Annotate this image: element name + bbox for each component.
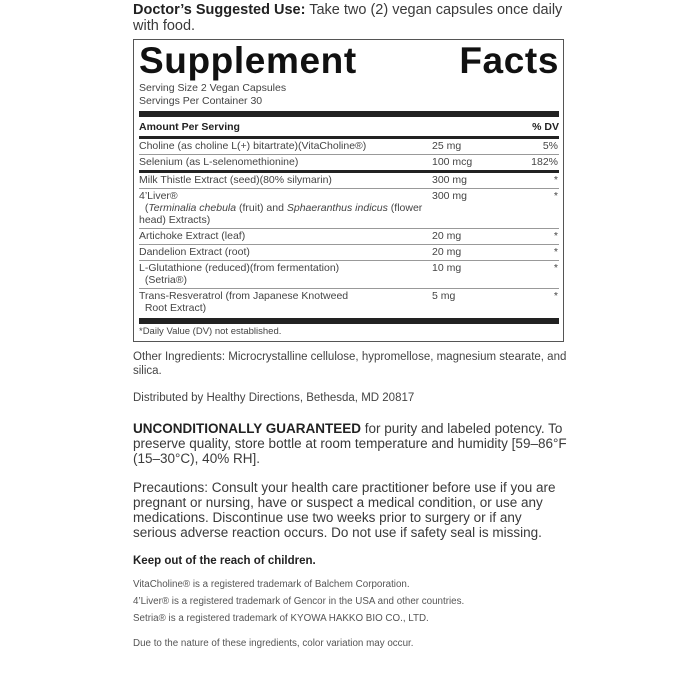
nutrient-name-line2: Root Extract): [144, 302, 207, 314]
nutrient-dv: 182%: [531, 156, 558, 168]
facts-row: [139, 155, 559, 171]
nutrient-dv: *: [510, 173, 559, 189]
nutrient-name: 4’Liver®: [139, 190, 178, 202]
color-variation-note: Due to the nature of these ingredients, color variation may occur.: [133, 638, 414, 649]
nutrient-dv: *: [510, 245, 559, 261]
nutrient-name-line2: (Setria®): [144, 274, 188, 286]
guarantee: [133, 421, 567, 466]
facts-row: [139, 245, 559, 261]
nutrient-dv: *: [510, 229, 559, 245]
serving-size: Serving Size 2 Vegan Capsules: [139, 82, 287, 94]
nutrient-name: Choline (as choline L(+) bitartrate)(VitaCholine®): [139, 139, 432, 155]
facts-row: [139, 189, 559, 229]
facts-header-row: [139, 117, 559, 136]
suggested-use-text: Take two (2) vegan capsules once daily with food.: [133, 2, 563, 34]
nutrient-sub-italic: Sphaeranthus indicus: [286, 202, 388, 214]
guarantee-heading: UNCONDITIONALLY GUARANTEED: [133, 421, 362, 436]
nutrient-amount: 300 mg: [432, 173, 510, 189]
nutrient-sub-italic: Terminalia chebula: [148, 202, 237, 214]
nutrient-name: Milk Thistle Extract (seed)(80% silymarin): [139, 173, 432, 189]
other-ingredients: Other Ingredients: Microcrystalline cellulose, hypromellose, magnesium stearate, and silica.: [133, 351, 567, 377]
nutrient-amount: 100 mcg: [432, 156, 473, 168]
nutrient-dv: *: [510, 261, 559, 289]
nutrient-name: Selenium (as L-selenomethionine): [139, 156, 299, 168]
precautions: Precautions: Consult your health care practitioner before use if you are pregnant or nursing, have or suspect a medical condition, or use any medications. Discontinue use two weeks prior to surgery or if any serious adverse reaction occurs. Do not use if safety seal is missing.: [133, 480, 556, 540]
nutrient-name: Trans-Resveratrol (from Japanese Knotweed: [139, 290, 349, 302]
facts-row: [139, 139, 559, 155]
nutrient-name: Dandelion Extract (root): [139, 245, 432, 261]
nutrient-name-block: 4’Liver® (Terminalia chebula (fruit) and Sphaeranthus indicus (flower head) Extracts): [139, 189, 432, 229]
facts-title-word2: Facts: [459, 40, 559, 81]
label-panel: [133, 0, 567, 652]
facts-row: [139, 173, 559, 189]
keep-out-warning: Keep out of the reach of children.: [133, 555, 316, 567]
nutrient-name-block: [139, 289, 432, 317]
guarantee-text: for purity and labeled potency. To preserve quality, store bottle at room temperature and humidity [59–86°F (15–30°C), 40% RH].: [133, 421, 567, 466]
facts-title: [139, 40, 559, 82]
nutrient-amount: 20 mg: [432, 245, 510, 261]
facts-table: [139, 117, 559, 316]
dv-footnote: *Daily Value (DV) not established.: [139, 326, 282, 337]
facts-row: [139, 289, 559, 317]
nutrient-dv: *: [553, 290, 558, 302]
nutrient-dv: *: [510, 189, 559, 229]
nutrient-amount: 25 mg: [432, 139, 510, 155]
nutrient-dv: 5%: [510, 139, 559, 155]
nutrient-amount: 5 mg: [432, 290, 456, 302]
suggested-use: [133, 2, 567, 34]
nutrient-name-block: [139, 261, 432, 289]
facts-title-word1: Supplement: [139, 40, 357, 81]
nutrient-sub: (fruit) and: [236, 202, 287, 214]
trademarks: [133, 576, 567, 627]
nutrient-sub: (flower head) Extracts): [139, 202, 423, 226]
trademark-line: VitaCholine® is a registered trademark of Balchem Corporation.: [133, 579, 410, 590]
facts-row: [139, 261, 559, 289]
nutrient-name: L-Glutathione (reduced)(from fermentation): [139, 262, 340, 274]
servings-per-container: Servings Per Container 30: [139, 95, 263, 107]
dv-header: % DV: [532, 121, 559, 133]
nutrient-amount: 300 mg: [432, 189, 510, 229]
facts-row: [139, 229, 559, 245]
distributed-by: Distributed by Healthy Directions, Bethesda, MD 20817: [133, 392, 415, 404]
suggested-use-heading: Doctor’s Suggested Use:: [133, 2, 306, 18]
nutrient-name: Artichoke Extract (leaf): [139, 229, 432, 245]
trademark-line: Setria® is a registered trademark of KYOWA HAKKO BIO CO., LTD.: [133, 613, 429, 624]
trademark-line: 4’Liver® is a registered trademark of Gencor in the USA and other countries.: [133, 596, 465, 607]
supplement-facts-panel: [133, 39, 564, 342]
amount-header: Amount Per Serving: [139, 121, 240, 133]
nutrient-amount: 10 mg: [432, 261, 510, 289]
nutrient-amount: 20 mg: [432, 229, 510, 245]
